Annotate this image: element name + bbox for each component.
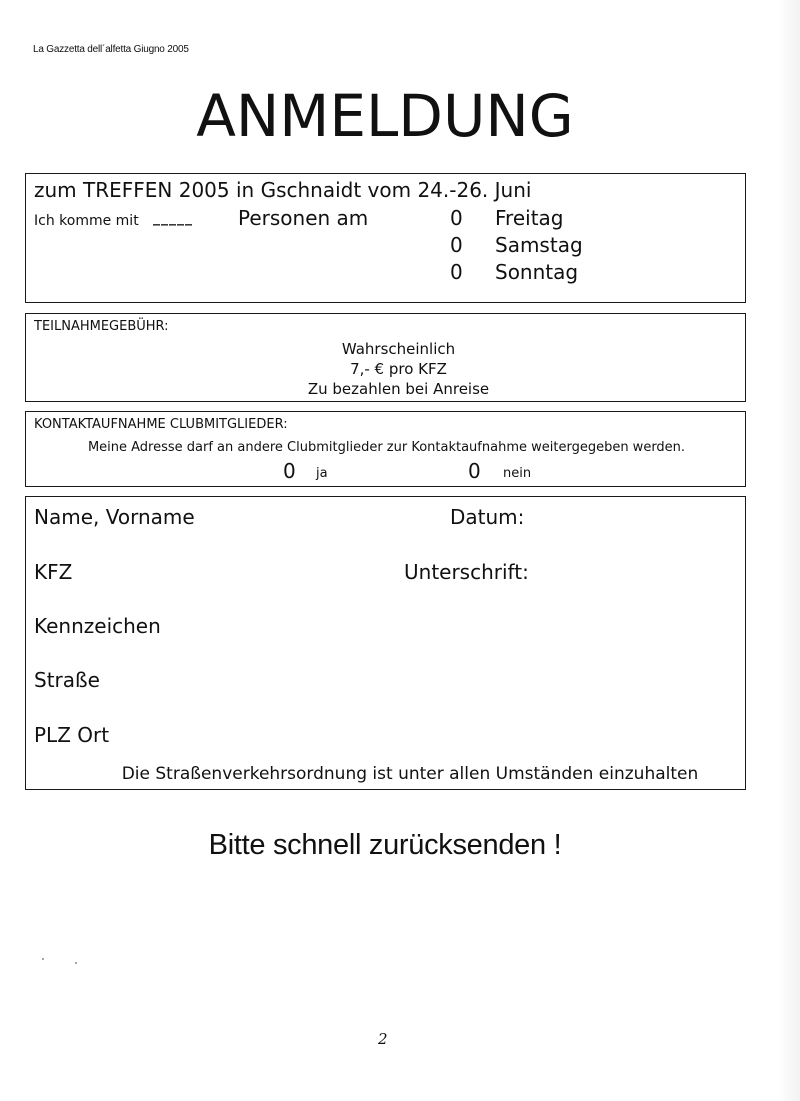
contact-label: KONTAKTAUFNAHME CLUBMITGLIEDER: — [34, 417, 288, 432]
car-field[interactable]: KFZ — [34, 560, 73, 584]
day-label-sunday: Sonntag — [495, 260, 579, 284]
name-field[interactable]: Name, Vorname — [34, 505, 195, 529]
day-label-friday: Freitag — [495, 206, 564, 230]
fee-line-2: 7,- € pro KFZ — [350, 360, 447, 378]
fee-box — [25, 313, 746, 402]
day-checkbox-saturday[interactable]: 0 — [450, 233, 463, 257]
street-field[interactable]: Straße — [34, 668, 100, 692]
event-heading: zum TREFFEN 2005 in Gschnaidt vom 24.-26. Juni — [34, 178, 532, 202]
scan-speck — [75, 962, 77, 964]
consent-no-label: nein — [503, 466, 532, 481]
page-title: ANMELDUNG — [196, 82, 574, 150]
persons-count-field[interactable]: _____ — [153, 210, 193, 226]
date-field[interactable]: Datum: — [450, 505, 525, 529]
return-request-text: Bitte schnell zurücksenden ! — [208, 829, 562, 861]
day-label-saturday: Samstag — [495, 233, 583, 257]
newsletter-header: La Gazzetta dell´alfetta Giugno 2005 — [33, 44, 189, 55]
day-checkbox-friday[interactable]: 0 — [450, 206, 463, 230]
event-box — [25, 173, 746, 303]
scan-speck — [42, 958, 44, 960]
fee-label: TEILNAHMEGEBÜHR: — [34, 319, 169, 334]
signature-field[interactable]: Unterschrift: — [404, 560, 529, 584]
consent-yes-label: ja — [316, 466, 328, 481]
fee-line-1: Wahrscheinlich — [341, 340, 456, 358]
consent-no-checkbox[interactable]: 0 — [468, 459, 481, 483]
day-checkbox-sunday[interactable]: 0 — [450, 260, 463, 284]
page-number: 2 — [378, 1030, 388, 1048]
traffic-rules-notice: Die Straßenverkehrsordnung ist unter allen Umständen einzuhalten — [121, 764, 699, 784]
consent-yes-checkbox[interactable]: 0 — [283, 459, 296, 483]
postcode-city-field[interactable]: PLZ Ort — [34, 723, 110, 747]
contact-consent-text: Meine Adresse darf an andere Clubmitglieder zur Kontaktaufnahme weitergegeben werden. — [87, 440, 686, 455]
page-edge-shadow — [778, 0, 800, 1101]
ich-komme-label: Ich komme mit — [34, 213, 139, 229]
personen-label: Personen am — [238, 206, 369, 230]
fee-line-3: Zu bezahlen bei Anreise — [307, 380, 490, 398]
contact-box — [25, 411, 746, 487]
license-plate-field[interactable]: Kennzeichen — [34, 614, 161, 638]
personal-data-box — [25, 496, 746, 790]
